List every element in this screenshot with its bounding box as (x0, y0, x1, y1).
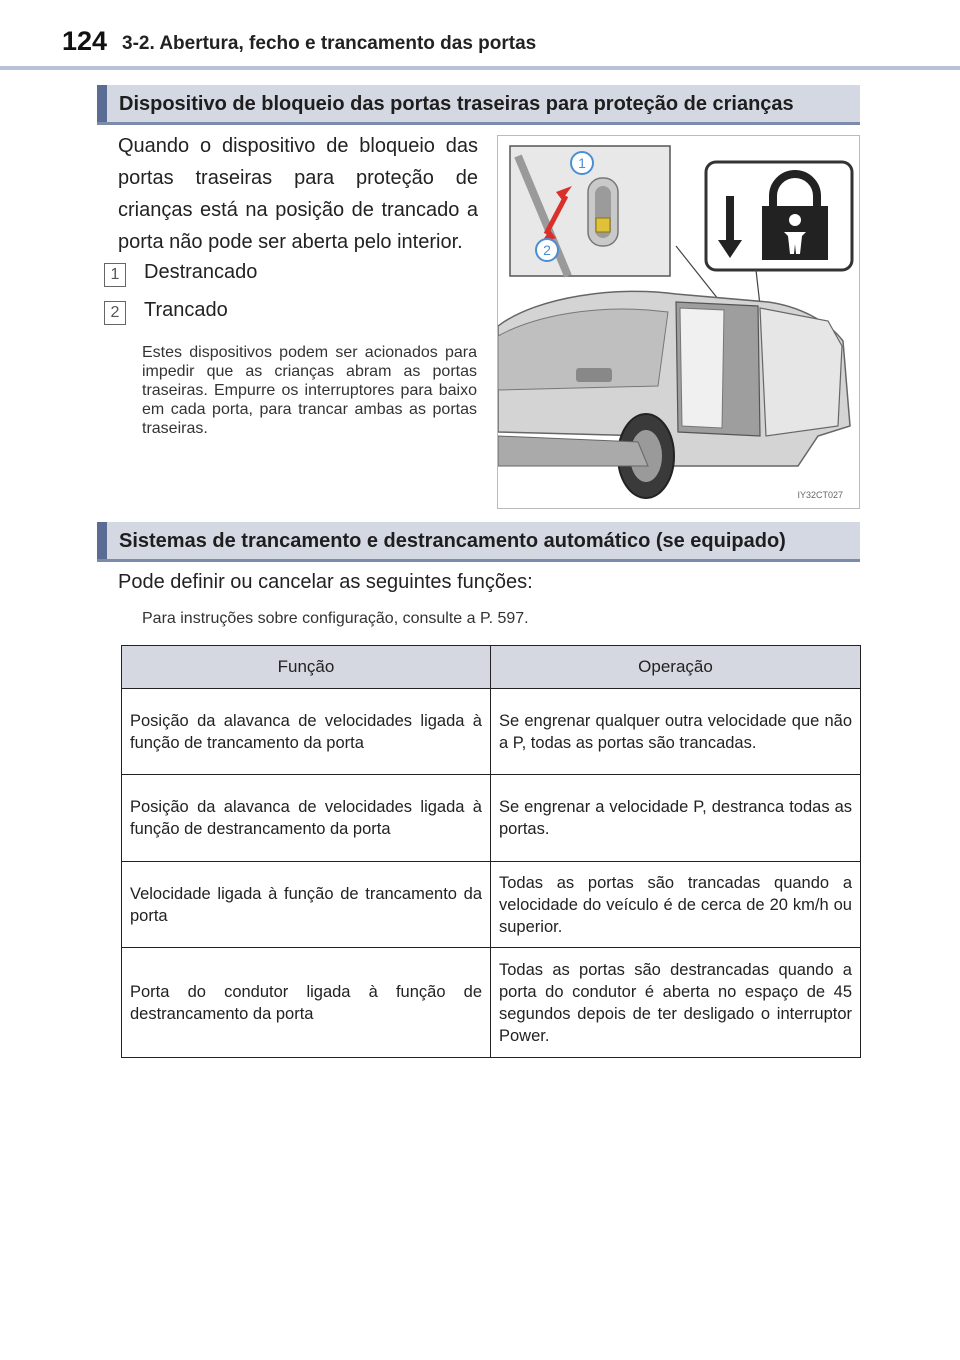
list-item-label: Trancado (144, 299, 228, 321)
section-title-auto-lock: Sistemas de trancamento e destrancamento automático (se equipado) (97, 522, 860, 560)
chapter-title: 3-2. Abertura, fecho e trancamento das portas (122, 33, 537, 54)
operation-cell: Todas as portas são trancadas quando a velocidade do veículo é de cerca de 20 km/h ou superior. (491, 862, 861, 948)
figure-code: IY32CT027 (797, 490, 843, 500)
function-cell: Velocidade ligada à função de trancamento da porta (122, 862, 491, 948)
table-row (122, 689, 861, 775)
function-cell: Posição da alavanca de velocidades ligada à função de destrancamento da porta (122, 775, 491, 862)
child-lock-paragraph: Quando o dispositivo de bloqueio das portas traseiras para proteção de crianças está na posição de trancado a porta não pode ser aberta pelo interior. (118, 135, 478, 253)
car-door-illustration (498, 136, 860, 509)
table-row (122, 862, 861, 948)
section-title-child-lock: Dispositivo de bloqueio das portas traseiras para proteção de crianças (97, 85, 860, 123)
callout-number-1: 1 (104, 263, 126, 287)
operation-cell: Se engrenar qualquer outra velocidade que não a P, todas as portas são trancadas. (491, 689, 861, 775)
svg-text:2: 2 (543, 242, 551, 258)
child-lock-note: Estes dispositivos podem ser acionados para impedir que as crianças abram as portas traseiras. Empurre os interruptores para baixo em cada porta, para trancar ambas as portas traseiras. (142, 344, 477, 437)
callout-number-2: 2 (104, 301, 126, 325)
table-row (122, 775, 861, 862)
functions-intro: Pode definir ou cancelar as seguintes funções: (118, 571, 533, 593)
section-title-underline (97, 559, 860, 562)
table-header-row (122, 646, 861, 689)
header-rule (0, 66, 960, 70)
operation-cell: Se engrenar a velocidade P, destranca todas as portas. (491, 775, 861, 862)
page-number: 124 (62, 26, 108, 56)
function-cell: Posição da alavanca de velocidades ligada à função de trancamento da porta (122, 689, 491, 775)
configuration-reference: Para instruções sobre configuração, consulte a P. 597. (142, 610, 529, 627)
column-header-operation: Operação (491, 646, 861, 689)
section-title-underline (97, 122, 860, 125)
operation-cell: Todas as portas são destrancadas quando a porta do condutor é aberta no espaço de 45 segundos depois de ter desligado o interruptor Power. (491, 948, 861, 1058)
list-item-label: Destrancado (144, 261, 258, 283)
child-lock-illustration (497, 135, 860, 509)
column-header-function: Função (122, 646, 491, 689)
auto-lock-functions-table (121, 645, 861, 1058)
function-cell: Porta do condutor ligada à função de destrancamento da porta (122, 948, 491, 1058)
svg-text:1: 1 (578, 155, 586, 171)
page-header (0, 0, 960, 70)
table-row (122, 948, 861, 1058)
